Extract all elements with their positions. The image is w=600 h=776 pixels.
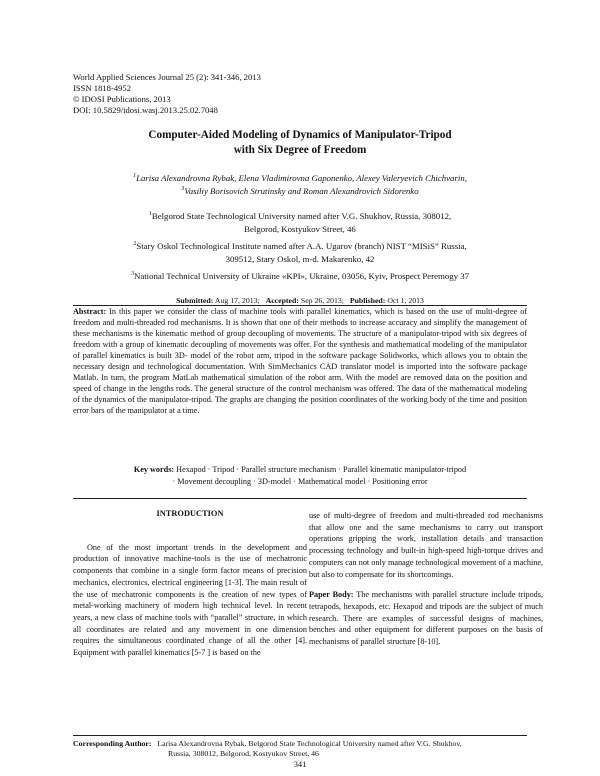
affiliation-2-line-2: 309512, Stary Oskol, m-d. Makarenko, 42 [225,254,375,265]
right-column-paragraph-1: use of multi-degree of freedom and multi-threaded rod mechanisms that allow one and the same mechanisms to carry out transport operations gripping the work, installation details and transaction processing technology and built-in high-speed high-torque drives and computers can not only manage technological movement of a machine, but also to compensate for its shortcomings. [309,511,543,579]
journal-doi: DOI: 10.5829/idosi.wasj.2013.25.02.7048 [73,105,218,115]
published-date: Oct 1, 2013 [387,296,424,305]
authors-line-2-text: Vasiliy Borisovich Strutinsky and Roman Alexandrovich Sidorenko [184,186,419,196]
abstract-label: Abstract: [73,307,107,316]
journal-issn: ISSN 1818-4952 [73,83,132,93]
paper-title [73,128,527,158]
authors-line-2: $^3$Vasiliy Borisovich Strutinsky and Roman Alexandrovich Sidorenko [181,186,419,196]
introduction-paragraph: One of the most important trends in the development and production of innovative machine-tools is the use of mechatronic components that combine in a single form factor means of precision mechanics, electronics, electrical engineering [1-3]. The main result of the use of mechatronic components is the creation of new types of metal-working machinery of modern high technical level. In recent years, a new class of machine tools with “parallel” structure, in which all coordinates are related and any movement in one dimension requires the simultaneous coordinated change of all the other [4]. Equipment with parallel kinematics [5-7 ] is based on the [73,542,307,658]
keywords-line-2: · Movement decoupling · 3D-model · Mathematical model · Positioning error [172,477,428,486]
submitted-date: Aug 17, 2013; [214,296,260,305]
keywords-label: Key words: [133,465,175,474]
journal-header [73,72,261,116]
submitted-label: Submitted: [176,296,214,305]
corresponding-author-line-1: Larisa Alexandrovna Rybak, Belgorod State Technological University named after V.G. Shukhov, [157,739,462,748]
corresponding-author-label: Corresponding Author: [73,739,152,748]
keywords [73,464,527,488]
title-line-1: Computer-Aided Modeling of Dynamics of Manipulator-Tripod [148,129,452,141]
affiliation-3-line-1: National Technical University of Ukraine «KPI», Ukraine, 03056, Kyiv, Prospect Peremogy 37 [133,270,470,281]
page-number: 341 [293,760,307,769]
left-column [73,508,307,659]
affiliation-3: $^3$National Technical University of Ukraine «KPI», Ukraine, 03056, Kyiv, Prospect Peremogy 37 [130,270,470,281]
right-column [309,510,543,648]
accepted-label: Accepted: [265,296,299,305]
published-label: Published: [349,296,386,305]
abstract [73,306,527,416]
author-list [73,172,527,198]
paper-body-paragraph [309,589,543,648]
title-line-2: with Six Degree of Freedom [233,144,367,156]
authors-line-1: $^1$Larisa Alexandrovna Rybak, Elena Vladimirovna Gaponenko, Alexey Valeryevich Chichvarin, [133,173,467,183]
introduction-heading: INTRODUCTION [156,509,224,518]
affiliation-2: $^2$Stary Oskol Technological Institute named after A.A. Ugarov (branch) NIST “MISiS” Russia, 309512, Stary Oskol, m-d. Makarenko, 42 [110,240,490,267]
authors-line-1-text: Larisa Alexandrovna Rybak, Elena Vladimirovna Gaponenko, Alexey Valeryevich Chichvarin, [136,173,467,183]
keywords-bottom-rule [73,498,527,499]
affiliation-1: $^1$Belgorod State Technological University named after V.G. Shukhov, Russia, 308012, Belgorod, Kostyukov Street, 46 [110,210,490,237]
corresponding-author [73,739,527,759]
affiliation-2-line-1: Stary Oskol Technological Institute named after A.A. Ugarov (branch) NIST “MISiS” Russia, [136,240,467,251]
affiliations [110,210,490,286]
paper-body-text: The mechanisms with parallel structure include tripods, tetrapods, hexapods, etc. Hexapod and tripods are the subject of much research. There are examples of successful designs of machines, benches and other equipment for different purposes on the basis of mechanisms of parallel structure [8-10]. [309,590,544,647]
publication-dates [73,296,527,305]
corresponding-author-line-2: Russia, 308012, Belgorod, Kostyukov Street, 46 [168,749,319,758]
abstract-text: In this paper we consider the class of machine tools with parallel kinematics, which is based on the use of multi-degree of freedom and multi-threaded rod mechanisms. It is shown that one of their methods to increase accuracy and simplify the management of these mechanisms is the kinematic method of group decoupling of movements. The structure of a manipulator-tripod with six degrees of freedom with a group of kinematic decoupling of movements was offer. For the synthesis and mathematical modeling of the manipulator of parallel kinematics is built 3D- model of the robot arm, tripod in the software package Solidworks, which allows you to obtain the necessary design and technological documentation. With SimMechanics CAD translator model is imported into the software package Matlab. In turn, the program MatLab mathematical simulation of the robot arm. With the model are removed data on the position and speed of change in the lengths rods. The general structure of the control mechanism was offered. The data of the mathematical modeling of the dynamics of the manipulator-tripod. The graphs are changing the position coordinates of the working body of the time and position error bars of the manipulator at a time. [73,307,528,416]
journal-copyright: © IDOSI Publications, 2013 [73,94,171,104]
affiliation-1-line-1: Belgorod State Technological University named after V.G. Shukhov, Russia, 308012, [151,211,452,221]
affiliation-1-line-2: Belgorod, Kostyukov Street, 46 [244,224,356,235]
journal-citation: World Applied Sciences Journal 25 (2): 341-346, 2013 [73,72,261,82]
accepted-date: Sep 26, 2013; [300,296,344,305]
keywords-line-1: Hexapod · Tripod · Parallel structure mechanism · Parallel kinematic manipulator-tripod [176,465,467,474]
footer-rule [73,735,527,736]
paper-body-label: Paper Body: [309,590,354,600]
